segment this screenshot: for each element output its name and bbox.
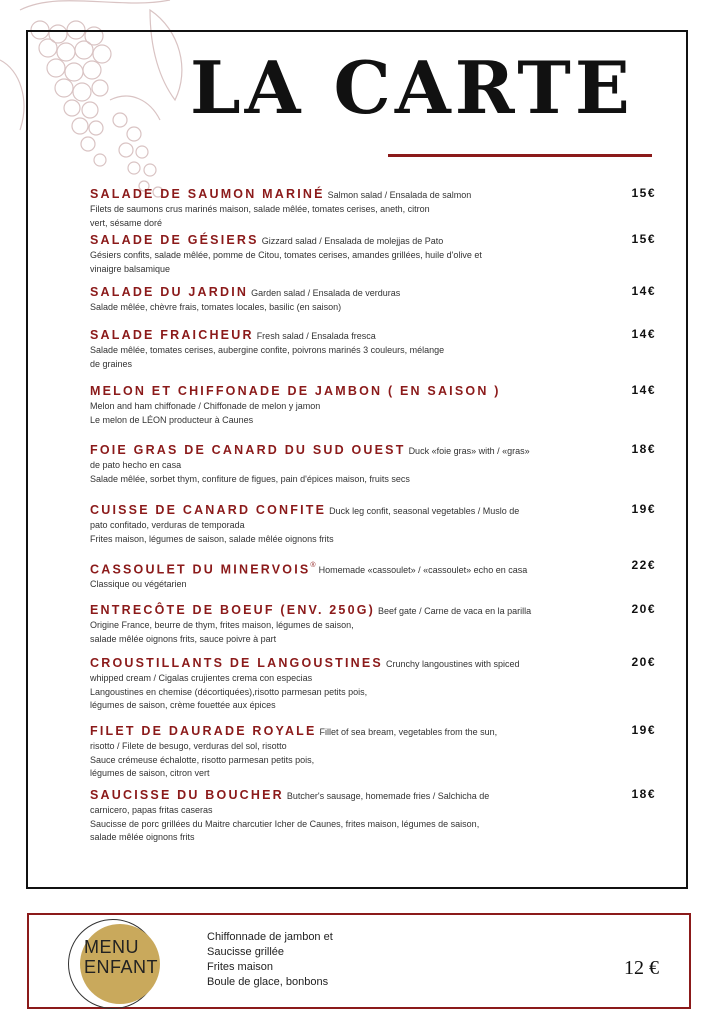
item-price: 15€ bbox=[631, 232, 656, 246]
item-name: CROUSTILLANTS DE LANGOUSTINES bbox=[90, 656, 383, 670]
item-description: Origine France, beurre de thym, frites maison, légumes de saison, salade mêlée oignons frits, sauce poivre à part bbox=[90, 620, 354, 644]
item-description: carnicero, papas fritas caseras Saucisse de porc grillées du Maitre charcutier Icher de Caunes, frites maison, légumes de saison, salade mêlée oignons frits bbox=[90, 805, 480, 842]
item-description: pato confitado, verduras de temporada Frites maison, légumes de saison, salade mêlée oignons frits bbox=[90, 520, 334, 544]
item-name: FOIE GRAS DE CANARD DU SUD OUEST bbox=[90, 443, 406, 457]
item-description: Salade mêlée, chèvre frais, tomates locales, basilic (en saison) bbox=[90, 302, 342, 312]
item-price: 19€ bbox=[631, 723, 656, 737]
menu-item bbox=[90, 502, 656, 546]
item-price: 15€ bbox=[631, 186, 656, 200]
item-description: whipped cream / Cigalas crujientes crema con especias Langoustines en chemise (décortiquées),risotto parmesan petits pois, légumes de saison, crème fouettée aux épices bbox=[90, 673, 368, 710]
item-price: 14€ bbox=[631, 284, 656, 298]
item-name: MELON ET CHIFFONADE DE JAMBON ( EN SAISON ) bbox=[90, 384, 501, 398]
menu-item bbox=[90, 655, 656, 713]
menu-item bbox=[90, 383, 656, 427]
registered-mark: ® bbox=[310, 562, 316, 569]
menu-item bbox=[90, 232, 656, 276]
menu-item bbox=[90, 558, 656, 592]
item-description: Melon and ham chiffonade / Chiffonade de melon y jamon Le melon de LÉON producteur à Caunes bbox=[90, 401, 321, 425]
item-price: 14€ bbox=[631, 383, 656, 397]
item-price: 18€ bbox=[631, 787, 656, 801]
item-translation: Crunchy langoustines with spiced bbox=[385, 659, 520, 669]
kids-menu-item: Boule de glace, bonbons bbox=[207, 976, 329, 988]
item-description: risotto / Filete de besugo, verduras del sol, risotto Sauce crémeuse échalotte, risotto parmesan petits pois, légumes de saison, citron vert bbox=[90, 741, 315, 778]
item-translation: Gizzard salad / Ensalada de molejjas de Pato bbox=[261, 236, 444, 246]
item-description: Classique ou végétarien bbox=[90, 579, 187, 590]
item-name: ENTRECÔTE DE BOEUF (ENV. 250G) bbox=[90, 603, 376, 617]
item-name: SALADE DE SAUMON MARINÉ bbox=[90, 187, 325, 201]
item-name: SAUCISSE DU BOUCHER bbox=[90, 788, 284, 802]
item-translation: Fresh salad / Ensalada fresca bbox=[256, 331, 376, 341]
item-name: SALADE DE GÉSIERS bbox=[90, 233, 259, 247]
item-price: 14€ bbox=[631, 327, 656, 341]
item-description: Salade mêlée, tomates cerises, aubergine confite, poivrons marinés 3 couleurs, mélange de graines bbox=[90, 345, 445, 369]
item-name: SALADE FRAICHEUR bbox=[90, 328, 254, 342]
item-translation: Homemade «cassoulet» / «cassoulet» echo en casa bbox=[318, 565, 528, 576]
item-price: 19€ bbox=[631, 502, 656, 516]
item-translation: Butcher's sausage, homemade fries / Salchicha de bbox=[286, 791, 490, 801]
item-price: 22€ bbox=[631, 558, 656, 572]
item-description: Filets de saumons crus marinés maison, salade mêlée, tomates cerises, aneth, citron vert, sésame doré bbox=[90, 204, 430, 228]
title-divider bbox=[388, 154, 652, 157]
page-title: LA CARTE bbox=[190, 45, 634, 130]
item-name: SALADE DU JARDIN bbox=[90, 285, 249, 299]
menu-item bbox=[90, 186, 656, 230]
item-translation: Duck «foie gras» with / «gras» bbox=[408, 446, 530, 456]
item-translation: Duck leg confit, seasonal vegetables / Muslo de bbox=[329, 506, 520, 516]
item-name: FILET DE DAURADE ROYALE bbox=[90, 724, 317, 738]
item-name: CUISSE DE CANARD CONFITE bbox=[90, 503, 327, 517]
item-translation: Fillet of sea bream, vegetables from the sun, bbox=[319, 727, 498, 737]
kids-menu-items bbox=[207, 930, 333, 990]
kids-menu-item: Frites maison bbox=[207, 961, 274, 973]
item-description: de pato hecho en casa Salade mêlée, sorbet thym, confiture de figues, pain d'épices maison, fruits secs bbox=[90, 460, 410, 484]
menu-item bbox=[90, 327, 656, 371]
menu-item bbox=[90, 602, 656, 646]
kids-menu-item: Chiffonnade de jambon et bbox=[207, 931, 333, 943]
item-translation: Beef gate / Carne de vaca en la parilla bbox=[378, 606, 532, 616]
menu-item bbox=[90, 787, 656, 845]
item-description: Gésiers confits, salade mêlée, pomme de Citou, tomates cerises, amandes grillées, huile d'olive et vinaigre balsamique bbox=[90, 250, 482, 274]
item-translation: Garden salad / Ensalada de verduras bbox=[251, 288, 401, 298]
item-price: 20€ bbox=[631, 655, 656, 669]
kids-menu-item: Saucisse grillée bbox=[207, 946, 285, 958]
kids-menu-price: 12 € bbox=[624, 957, 659, 979]
kids-menu-label: MENU ENFANT bbox=[84, 937, 159, 977]
item-price: 18€ bbox=[631, 442, 656, 456]
item-price: 20€ bbox=[631, 602, 656, 616]
menu-item bbox=[90, 723, 656, 781]
item-translation: Salmon salad / Ensalada de salmon bbox=[327, 190, 472, 200]
menu-item bbox=[90, 442, 656, 486]
item-name: CASSOULET DU MINERVOIS bbox=[90, 562, 311, 577]
menu-item bbox=[90, 284, 656, 315]
